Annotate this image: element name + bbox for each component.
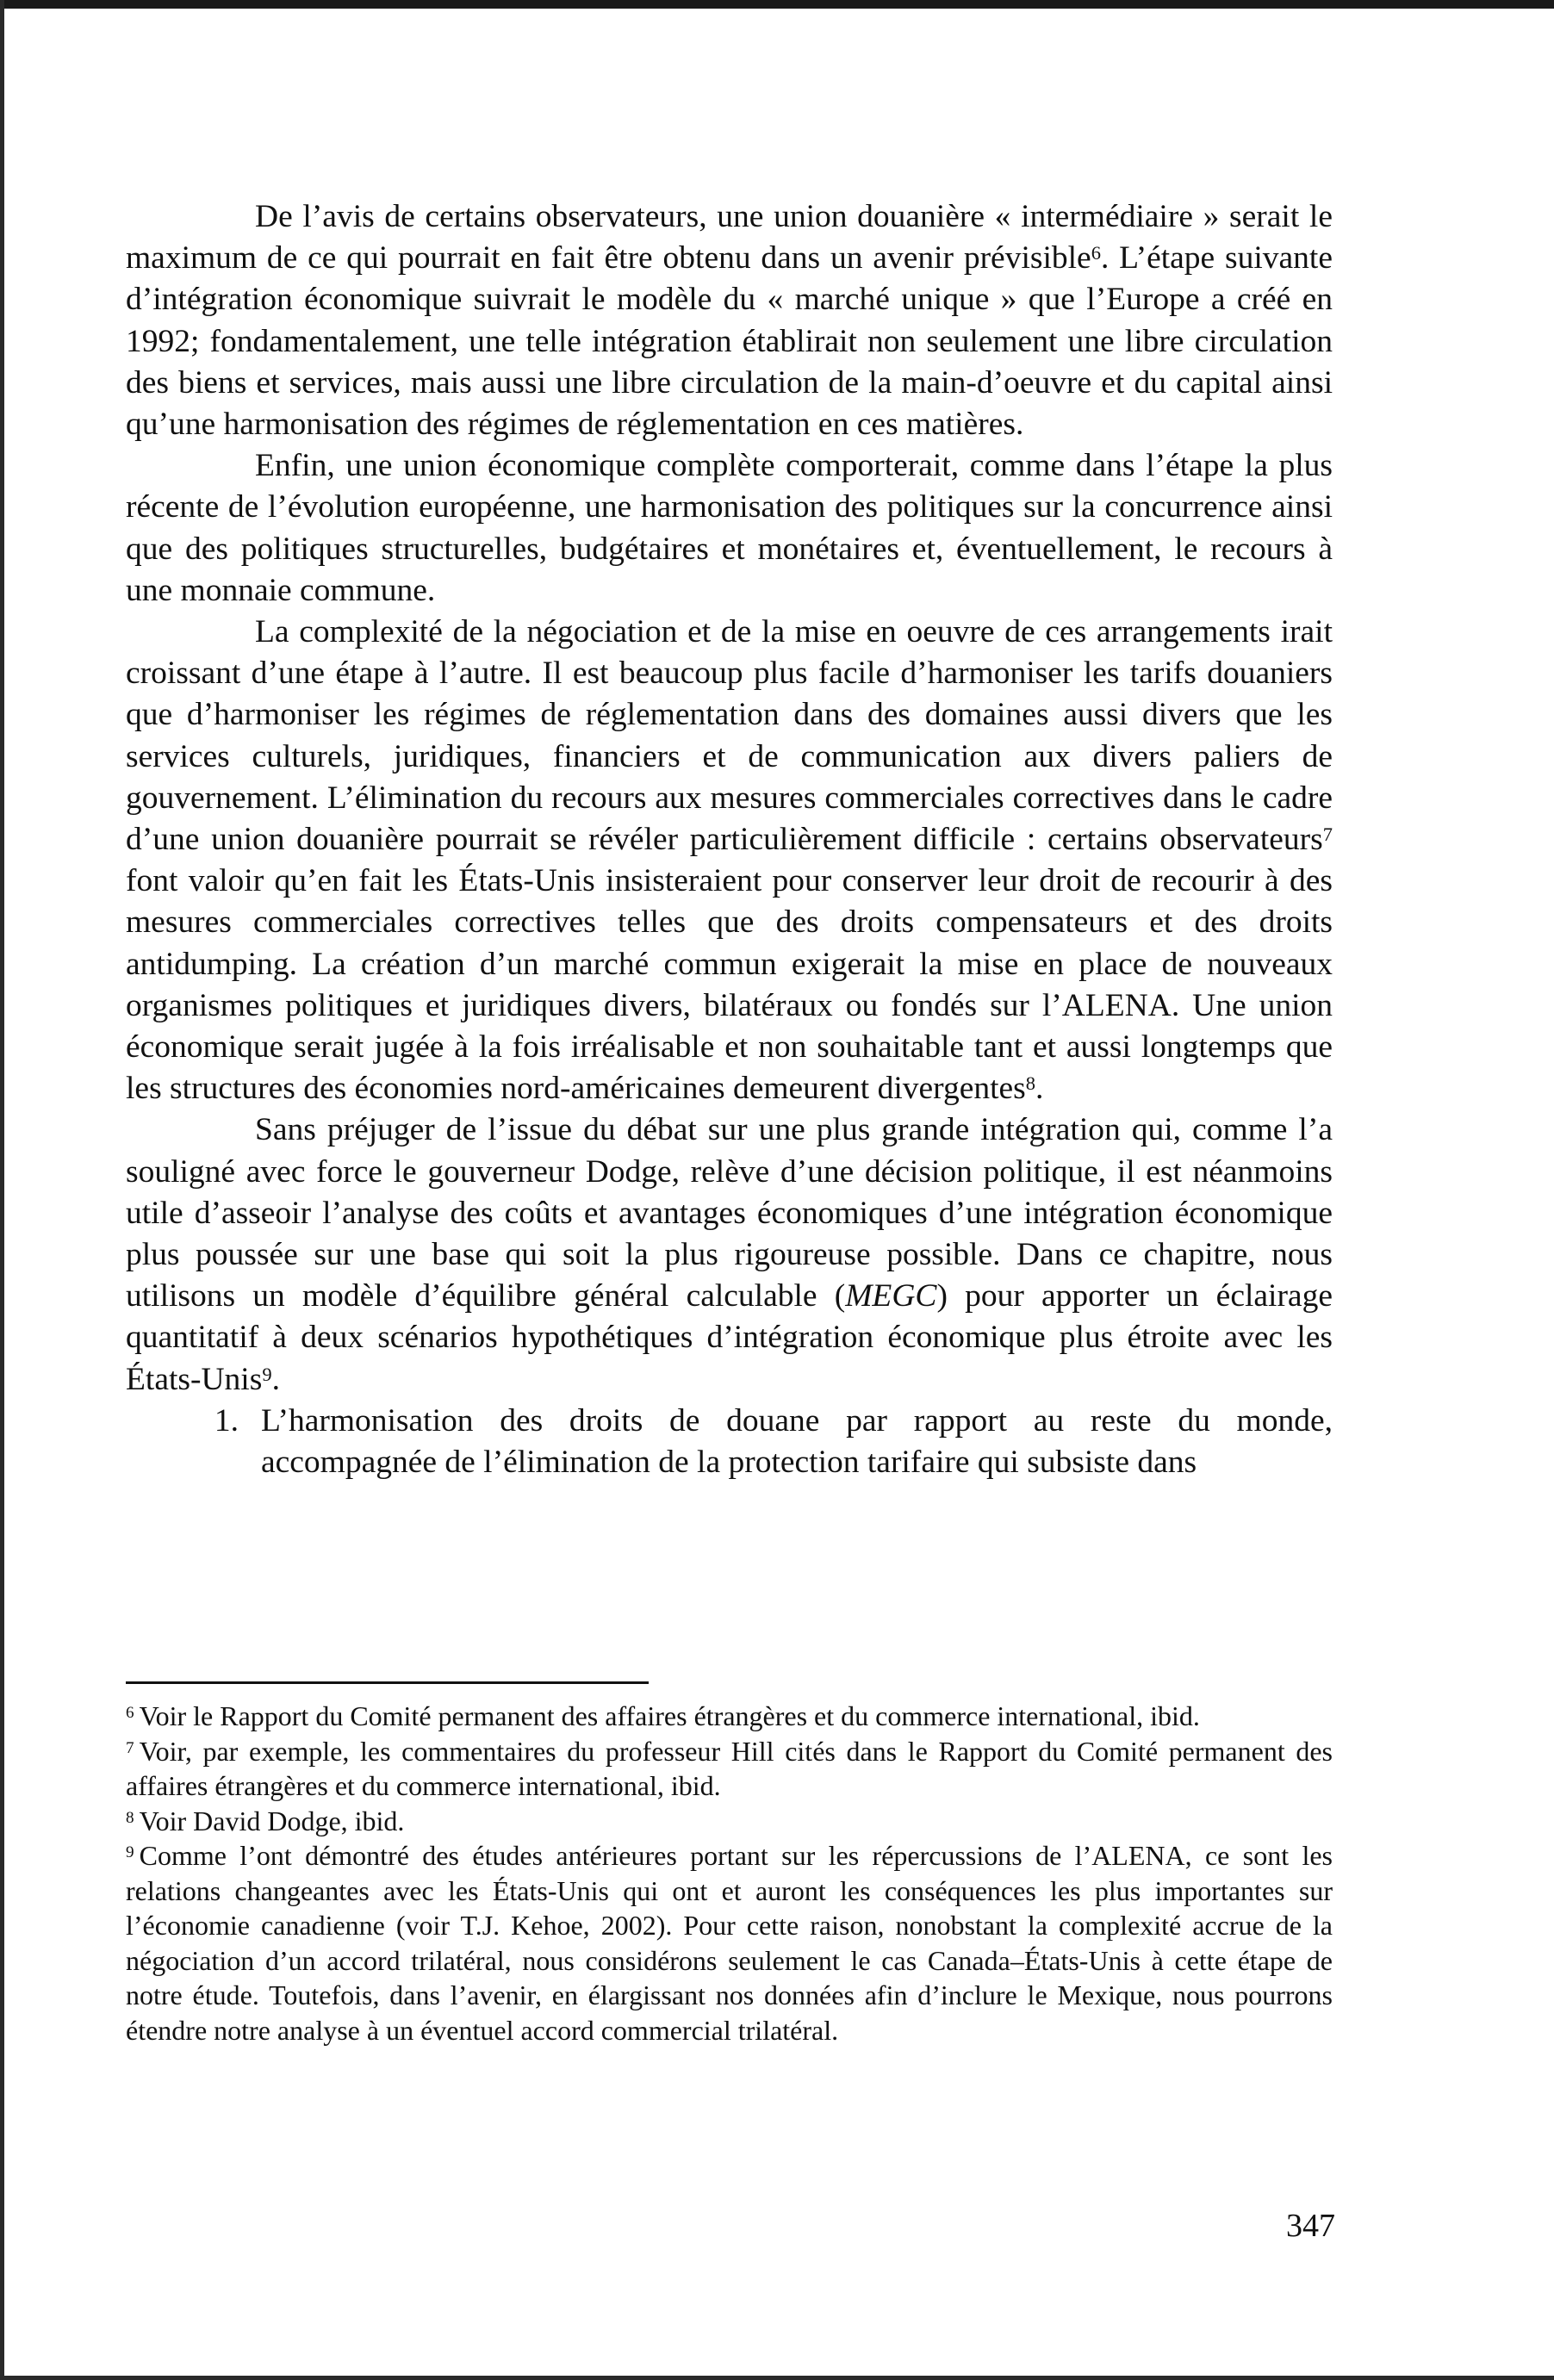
text-run: ) pour apporter un éclairage quantitatif à deux scénarios hypothétiques d’intégration économique plus étroite avec les États-Unis	[126, 1278, 1333, 1397]
footnote-9	[126, 1838, 1333, 2048]
text-run: . L’étape suivante d’intégration économique suivrait le modèle du « marché unique » que l’Europe a créé en 1992; fondamentalement, une telle intégration établirait non seulement une libre circulation des biens et services, mais aussi une libre circulation de la main-d’oeuvre et du capital ainsi qu’une harmonisation des régimes de réglementation en ces matières.	[126, 240, 1333, 443]
paragraph-2	[126, 445, 1333, 612]
text-run: font valoir qu’en fait les États-Unis insisteraient pour conserver leur droit de recourir à des mesures commerciales correctives telles que des droits compensateurs et des droits antidumping. La création d’un marché commun exigerait la mise en place de nouveaux organismes politiques et juridiques divers, bilatéraux ou fondés sur l’ALENA. Une union économique serait jugée à la fois irréalisable et non souhaitable tant et aussi longtemps que les structures des économies nord-américaines demeurent divergentes	[126, 863, 1333, 1107]
footnote-ref-8: 8	[1025, 1072, 1036, 1095]
footnote-8	[126, 1804, 1333, 1839]
scan-edge-left	[0, 0, 4, 2380]
paragraph-3	[126, 612, 1333, 1109]
footnote-ref-7: 7	[1322, 823, 1333, 845]
footnote-mark: 7	[126, 1738, 134, 1757]
text-run: La complexité de la négociation et de la mise en oeuvre de ces arrangements irait croissant d’une étape à l’autre. Il est beaucoup plus facile d’harmoniser les tarifs douaniers que d’harmoniser les régimes de réglementation dans des domaines aussi divers que les services culturels, juridiques, financiers et de communication aux divers paliers de gouvernement. L’élimination du recours aux mesures commerciales correctives dans le cadre d’une union douanière pourrait se révéler particulièrement difficile : certains observateurs	[126, 614, 1333, 858]
text-run: .	[271, 1361, 280, 1397]
footnote-ref-6: 6	[1091, 242, 1101, 264]
paragraph-4	[126, 1109, 1333, 1400]
main-text	[126, 196, 1333, 1483]
list-number: 1.	[214, 1402, 239, 1439]
footnote-separator	[126, 1681, 649, 1684]
footnote-mark: 6	[126, 1704, 134, 1723]
footnote-text: Comme l’ont démontré des études antérieures portant sur les répercussions de l’ALENA, ce sont les relations changeantes avec les États-Unis qui ont et auront les conséquences les plus importantes sur l’économie canadienne (voir T.J. Kehoe, 2002). Pour cette raison, nonobstant la complexité accrue de la négociation d’un accord trilatéral, nous considérons seulement le cas Canada–États-Unis à cette étape de notre étude. Toutefois, dans l’avenir, en élargissant nos données afin d’inclure le Mexique, nous pourrons étendre notre analyse à un éventuel accord commercial trilatéral.	[126, 1840, 1333, 2046]
scan-edge-bottom	[0, 2376, 1554, 2380]
text-run: Sans préjuger de l’issue du débat sur une plus grande intégration qui, comme l’a souligné avec force le gouverneur Dodge, relève d’une décision politique, il est néanmoins utile d’asseoir l’analyse des coûts et avantages économiques d’une intégration économique plus poussée sur une base qui soit la plus rigoureuse possible. Dans ce chapitre, nous utilisons un modèle d’équilibre général calculable (	[126, 1112, 1333, 1314]
footnote-text: Voir le Rapport du Comité permanent des affaires étrangères et du commerce international, ibid.	[139, 1700, 1200, 1731]
list-text: L’harmonisation des droits de douane par rapport au reste du monde, accompagnée de l’élimination de la protection tarifaire qui subsiste dans	[261, 1402, 1333, 1481]
footnote-mark: 9	[126, 1843, 134, 1862]
footnote-ref-9: 9	[262, 1363, 272, 1385]
page-number: 347	[1286, 2208, 1335, 2244]
paragraph-1	[126, 196, 1333, 445]
footnote-mark: 8	[126, 1808, 134, 1827]
footnote-text: Voir, par exemple, les commentaires du professeur Hill cités dans le Rapport du Comité permanent des affaires étrangères et du commerce international, ibid.	[126, 1735, 1333, 1801]
footnote-text: Voir David Dodge, ibid.	[139, 1805, 405, 1836]
scan-edge-top	[0, 0, 1554, 9]
list-item-1	[126, 1401, 1333, 1483]
footnotes	[126, 1699, 1333, 2048]
abbreviation-megc: MEGC	[845, 1278, 937, 1314]
text-run: De l’avis de certains observateurs, une union douanière « intermédiaire » serait le maximum de ce qui pourrait en fait être obtenu dans un avenir prévisible	[126, 199, 1333, 277]
text-run: Enfin, une union économique complète comporterait, comme dans l’étape la plus récente de l’évolution européenne, une harmonisation des politiques sur la concurrence ainsi que des politiques structurelles, budgétaires et monétaires et, éventuellement, le recours à une monnaie commune.	[126, 448, 1333, 608]
text-run: .	[1035, 1071, 1044, 1107]
footnote-6	[126, 1699, 1333, 1734]
footnote-7	[126, 1734, 1333, 1804]
